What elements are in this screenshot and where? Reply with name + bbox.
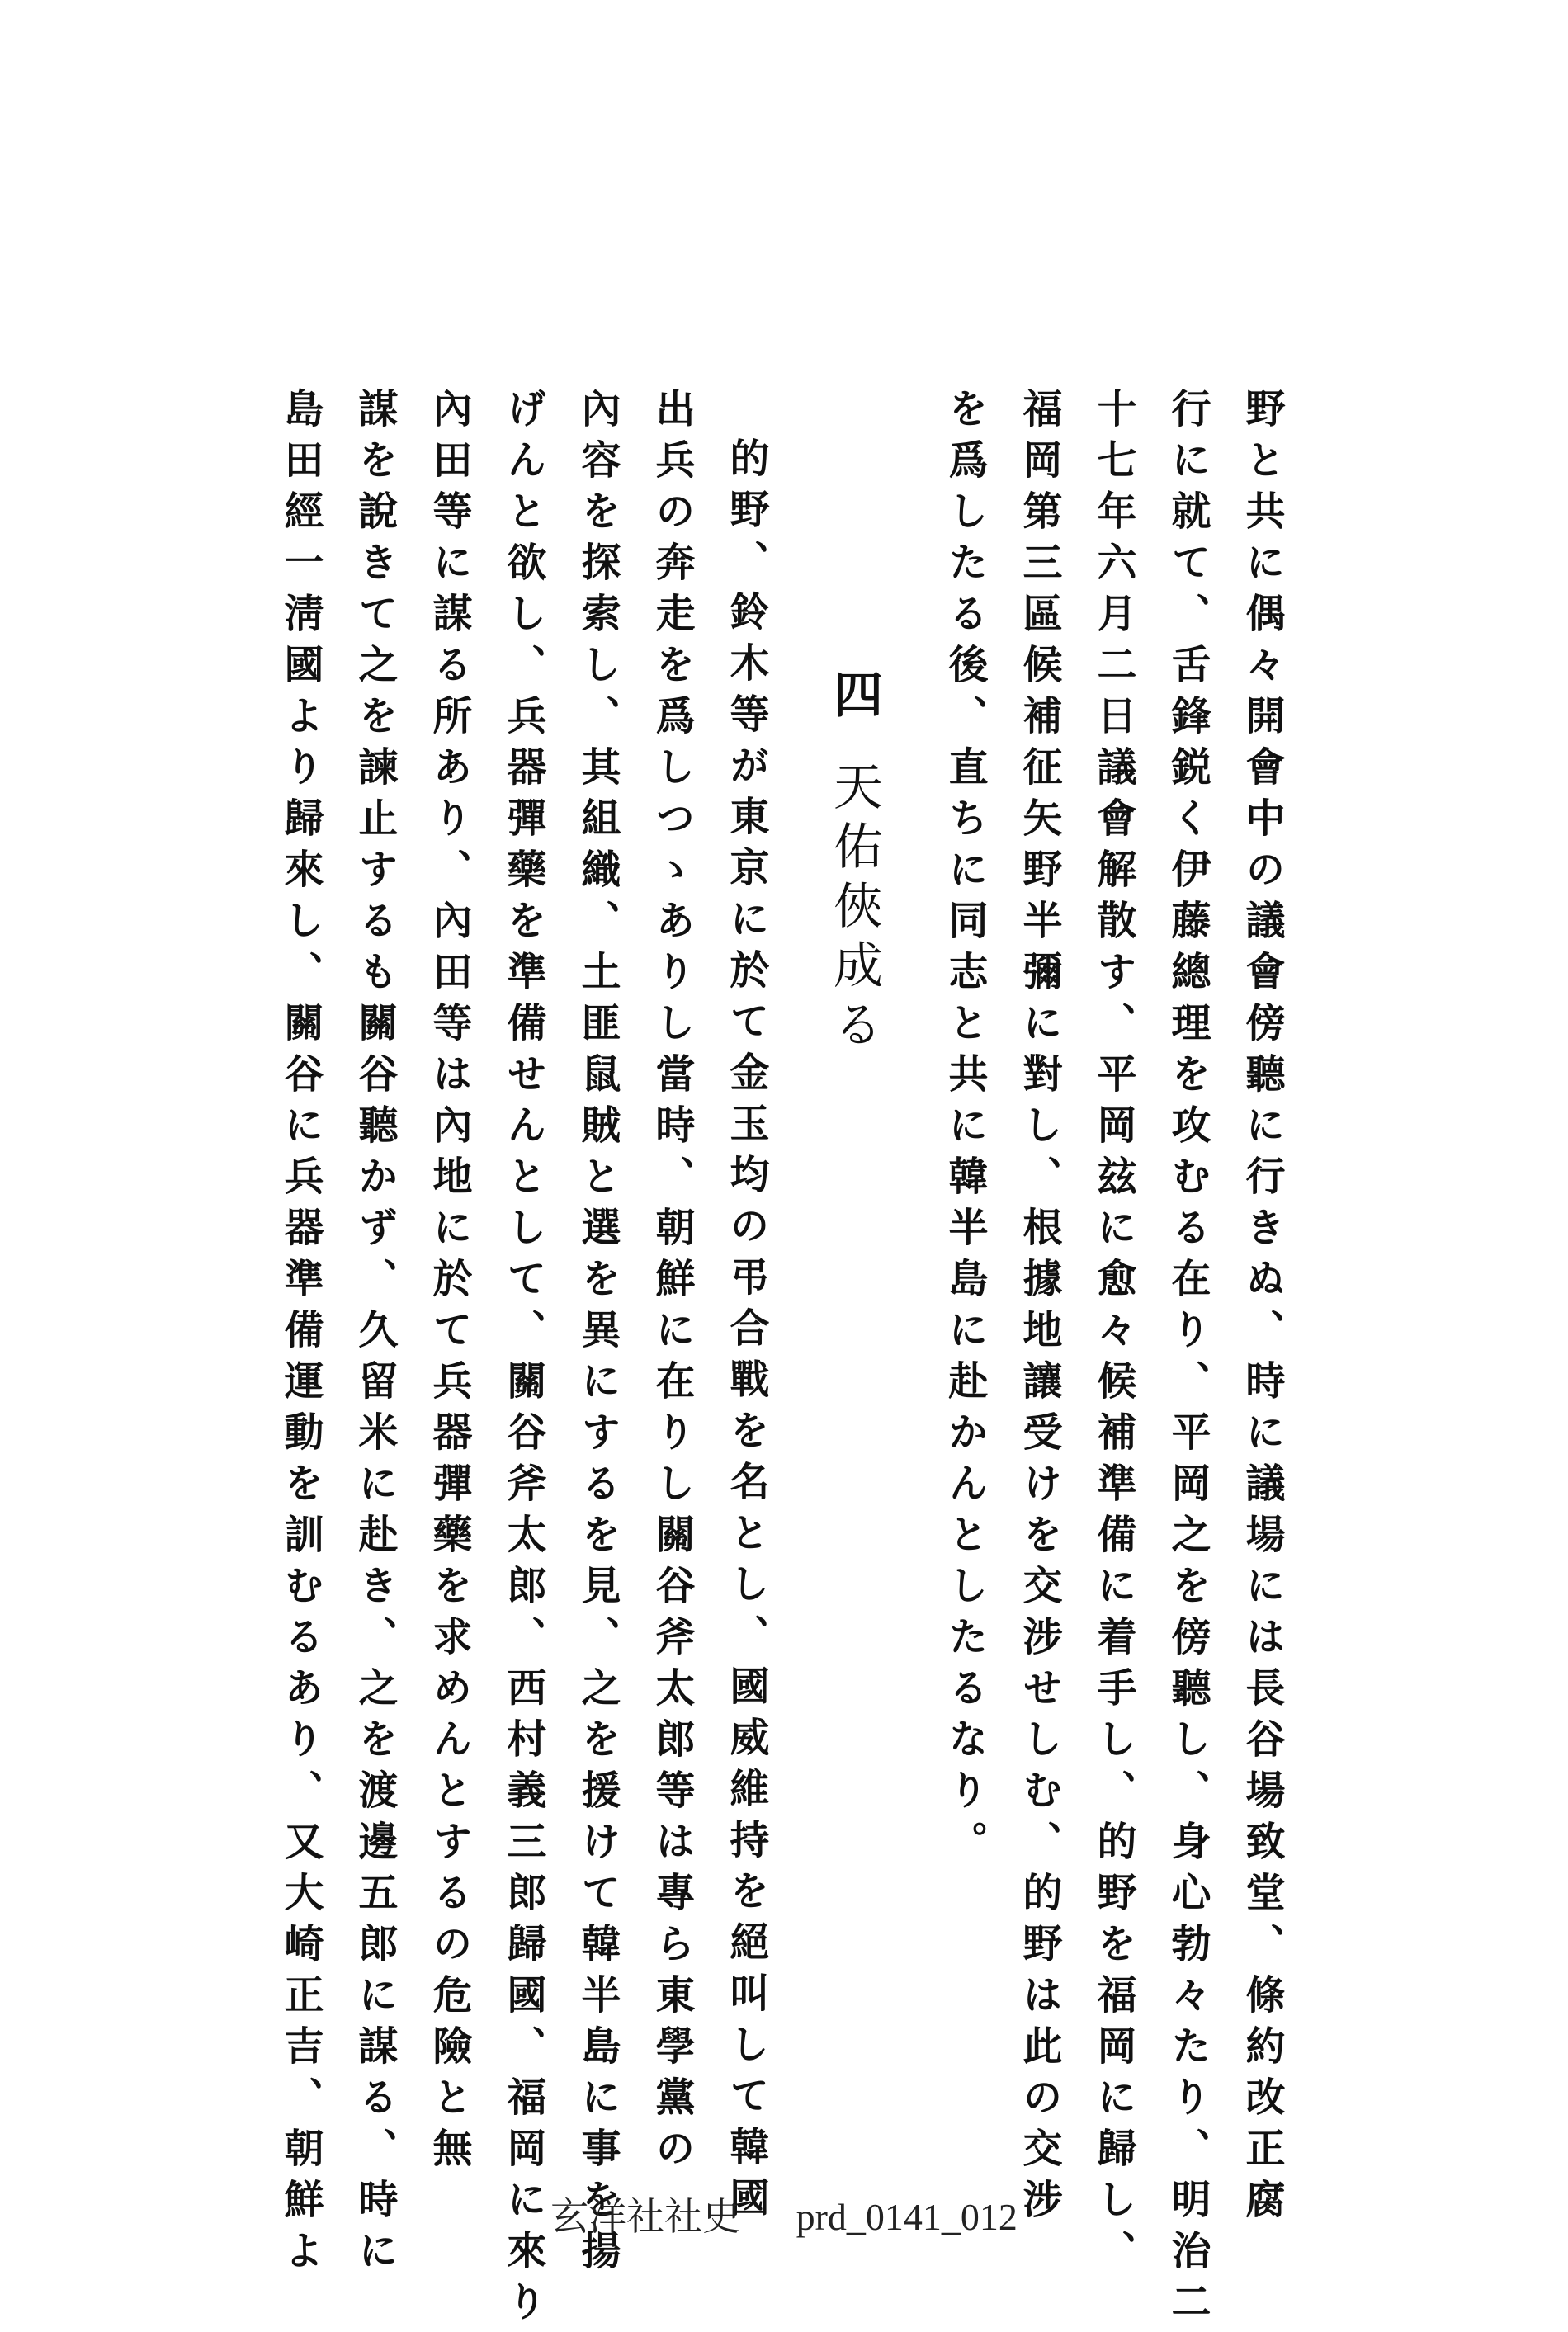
text-column: 內容を探索し、其組織、土匪鼠賊と選を異にするを見、之を援けて韓半島に事を揚 [574, 388, 621, 2281]
publisher-label: 玄洋社社史 [550, 2196, 741, 2238]
text-column: 行に就て、舌鋒鋭く伊藤總理を攻むる在り、平岡之を傍聽し、身心勃々たり、明治二 [1164, 388, 1211, 2332]
text-column: を爲したる後、直ちに同志と共に韓半島に赴かんとしたるなり。 [942, 388, 988, 1872]
section-heading [825, 668, 883, 1058]
text-column: 謀を說きて之を諫止するも關谷聽かず、久留米に赴き、之を渡邊五郎に謀る、時に [352, 388, 398, 2281]
text-column: げんと欲し、兵器彈藥を準備せんとして、關谷斧太郎、西村義三郎歸國、福岡に來り [500, 388, 546, 2332]
section-number: 四 [825, 668, 883, 728]
text-column: 福岡第三區候補征矢野半彌に對し、根據地讓受けを交涉せしむ、的野は此の交涉 [1016, 388, 1062, 2230]
text-column: 出兵の奔走を爲しつゝありし當時、朝鮮に在りし關谷斧太郎等は專ら東學黨の [649, 388, 695, 2179]
text-column: 的野、鈴木等が東京に於て金玉均の弔合戰を名とし、國威維持を絕叫して韓國 [723, 437, 769, 2228]
page-id: prd_0141_012 [796, 2196, 1018, 2238]
text-column: 野と共に偶々開會中の議會傍聽に行きぬ、時に議場には長谷場致堂、條約改正腐 [1239, 388, 1285, 2230]
text-column: 島田經一淸國より歸來し、關谷に兵器準備運動を訓むるあり、又大崎正吉、朝鮮よ [277, 388, 324, 2281]
section-title: 天佑俠成る [825, 761, 883, 1058]
text-column: 十七年六月二日議會解散す、平岡玆に愈々候補準備に着手し、的野を福岡に歸し、 [1090, 388, 1136, 2281]
text-column: 內田等に謀る所あり、內田等は內地に於て兵器彈藥を求めんとするの危險と無 [426, 388, 472, 2179]
page-footer [0, 2187, 1568, 2241]
